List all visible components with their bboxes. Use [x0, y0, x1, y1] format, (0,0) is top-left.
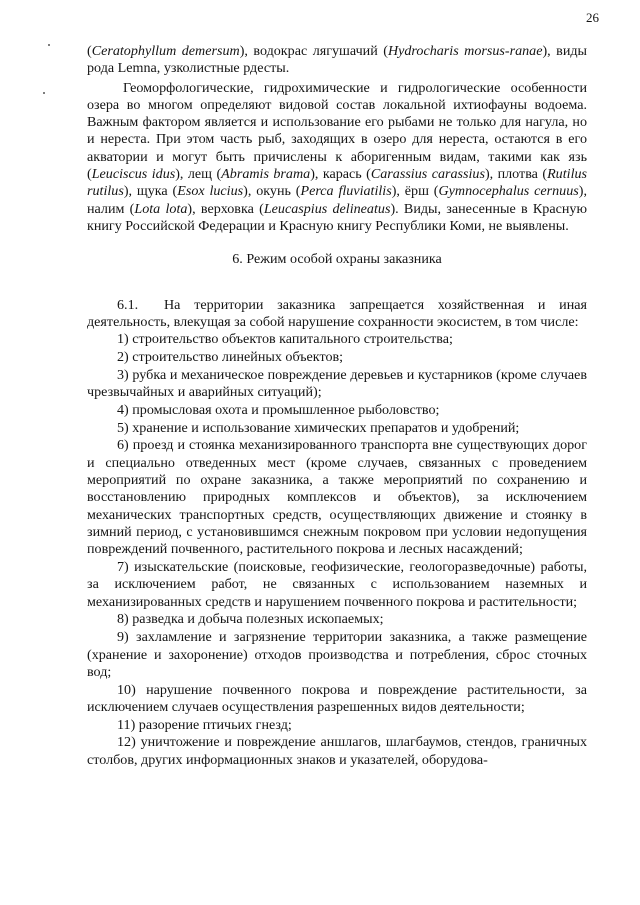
list-item: 6) проезд и стоянка механизированного транспорта вне существующих дорог и специально отведенных мест (кроме случаев, связанных с проведением мероприятий по охране заказника, а также мероприятий по сохранению и восстановлению природных комплексов и объектов), за исключением механических транспортных средств, осуществляющих движение и стоянку в зимний период, с установившимся снежным покровом при условии недопущения повреждений почвенного, растительного покрова и лесных насаждений;	[87, 437, 587, 558]
paragraph-flora-continuation: (Ceratophyllum demersum), водокрас лягушачий (Hydrocharis morsus-ranae), виды рода Lemna, узколистные рдесты.	[87, 43, 588, 77]
section-intro-text: На территории заказника запрещается хозяйственная и иная деятельность, влекущая за собой нарушение сохранности экосистем, в том числе:	[87, 296, 587, 330]
section-intro	[87, 297, 587, 332]
latin-name: Esox lucius	[177, 183, 244, 200]
list-item: 9) захламление и загрязнение территории заказника, а также размещение (хранение и захоронение) отходов производства и потребления, сброс сточных вод;	[87, 629, 587, 680]
latin-name: Rutilus rutilus	[87, 166, 588, 200]
list-item: 2) строительство линейных объектов;	[117, 348, 344, 365]
list-item: 12) уничтожение и повреждение аншлагов, шлагбаумов, стендов, граничных столбов, других информационных знаков и указателей, оборудова-	[87, 734, 587, 768]
latin-name: Perca fluviatilis	[300, 183, 392, 200]
latin-name: Leucaspius delineatus	[263, 200, 391, 217]
document-body	[87, 43, 587, 769]
latin-name: Leuciscus idus	[91, 166, 176, 183]
latin-name: Carassius carassius	[370, 166, 485, 183]
list-item: 1) строительство объектов капитального строительства;	[117, 331, 453, 348]
section-heading: 6. Режим особой охраны заказника	[232, 251, 442, 268]
list-item: 10) нарушение почвенного покрова и повреждение растительности, за исключением случаев осуществления разрешенных видов деятельности;	[87, 681, 587, 715]
list-item: 5) хранение и использование химических препаратов и удобрений;	[117, 419, 520, 436]
list-item: 8) разведка и добыча полезных ископаемых;	[117, 611, 384, 628]
list-item: 4) промысловая охота и промышленное рыболовство;	[117, 401, 440, 418]
latin-name: Gymnocephalus cernuus	[438, 183, 579, 200]
latin-name: Hydrocharis morsus-ranae	[387, 43, 543, 59]
latin-name: Abramis brama	[221, 166, 311, 183]
scan-artifact	[43, 92, 45, 94]
list-item: 11) разорение птичьих гнезд;	[117, 716, 292, 733]
section-number: 6.1.	[117, 296, 139, 313]
latin-name: Lota lota	[134, 200, 188, 217]
list-item: 3) рубка и механическое повреждение деревьев и кустарников (кроме случаев чрезвычайных и аварийных ситуаций);	[87, 366, 587, 401]
list-item: 7) изыскательские (поисковые, геофизические, геологоразведочные) работы, за исключением работ, не связанных с использованием наземных и механизированных средств и нарушением почвенного покрова и растительности;	[87, 559, 587, 610]
paragraph-ichthyofauna: Геоморфологические, гидрохимические и гидрологические особенности озера во многом определяют видовой состав локальной ихтиофауны водоема. Важным фактором является и использование его рыбами не только для нагула, но и нереста. При этом часть рыб, заходящих в озеро для нереста, остаются в его акватории и могут быть причислены к аборигенным видам, такими как язь (Leuciscus idus), лещ (Abramis brama), карась (Carassius carassius), плотва (Rutilus rutilus), щука (Esox lucius), окунь (Perca fluviatilis), ёрш (Gymnocephalus cernuus), налим (Lota lota), верховка (Leucaspius delineatus). Виды, занесенные в Красную книгу Российской Федерации и Красную книгу Республики Коми, не выявлены.	[87, 79, 588, 234]
page-number: 26	[586, 10, 599, 25]
scan-artifact	[48, 44, 50, 46]
latin-name: Ceratophyllum demersum	[91, 43, 240, 59]
